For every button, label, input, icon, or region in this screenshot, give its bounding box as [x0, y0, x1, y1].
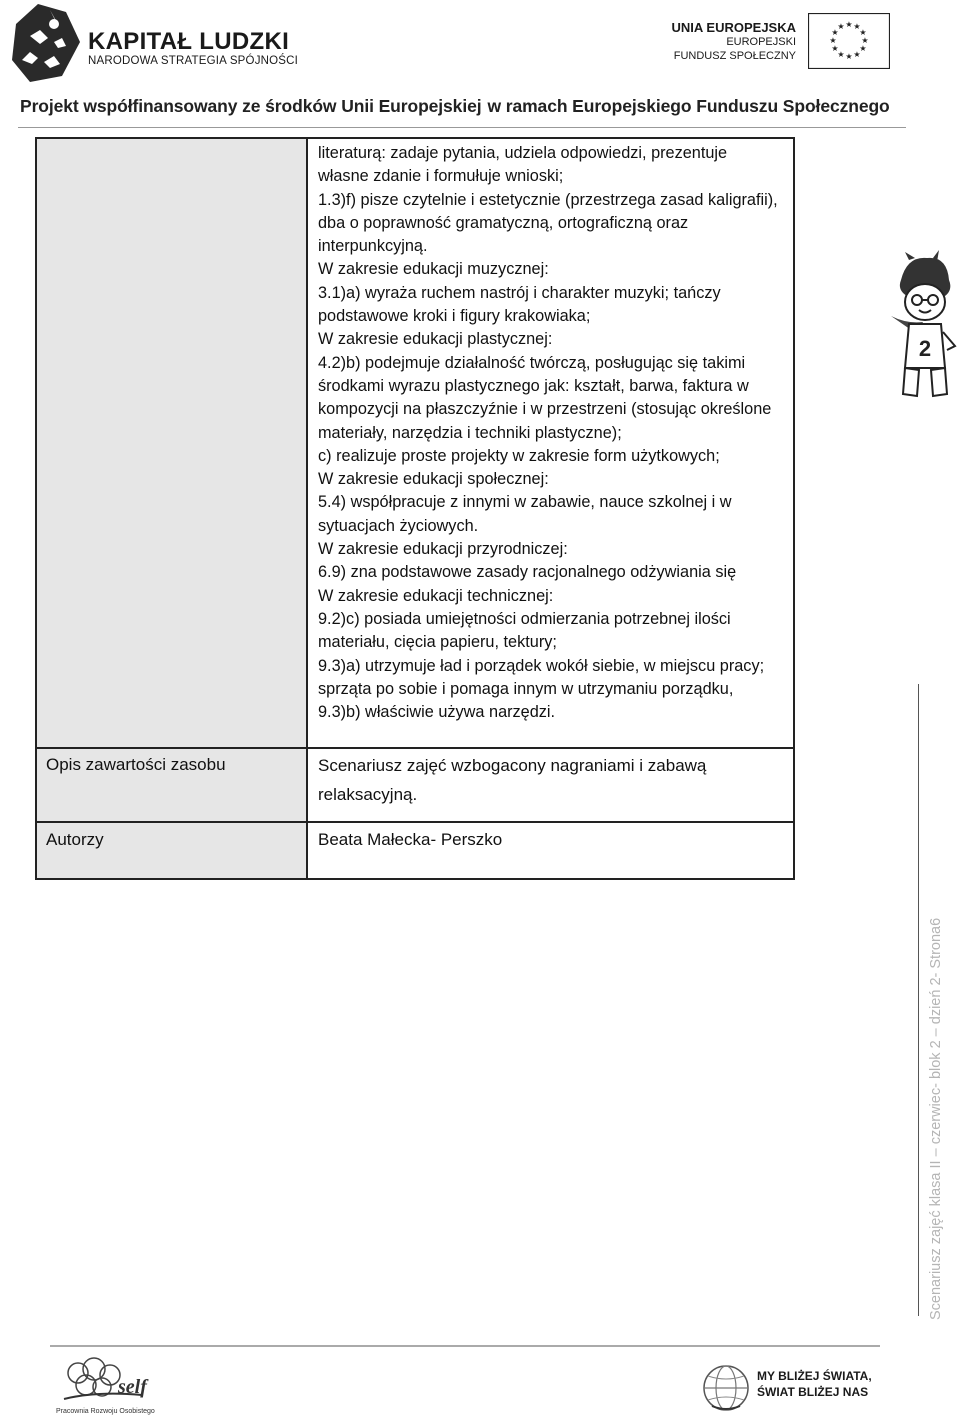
globe-icon — [700, 1360, 752, 1416]
authors-value: Beata Małecka- Perszko — [307, 822, 794, 879]
motto-line-2: ŚWIAT BLIŻEJ NAS — [757, 1385, 869, 1399]
content-line: sytuacjach życiowych. — [318, 516, 479, 535]
table-row — [36, 748, 794, 822]
svg-text:★: ★ — [859, 28, 867, 37]
svg-text:★: ★ — [859, 44, 867, 53]
content-line: dba o poprawność gramatyczną, ortograficzną oraz — [318, 213, 689, 232]
eu-line-1: UNIA EUROPEJSKA — [671, 20, 796, 35]
curriculum-goals-cell — [307, 138, 794, 748]
content-line: W zakresie edukacji przyrodniczej: — [318, 540, 568, 559]
svg-text:★: ★ — [853, 50, 861, 59]
content-line: 9.3)b) właściwie używa narzędzi. — [318, 703, 556, 722]
header-divider — [18, 127, 906, 128]
project-line-part-2: w ramach Europejskiego Funduszu Społecznego — [487, 96, 890, 116]
label-cell-empty — [36, 138, 307, 748]
footer-divider — [50, 1345, 880, 1347]
kapital-ludzki-logo-icon — [10, 2, 82, 84]
table-row — [36, 822, 794, 879]
content-line: W zakresie edukacji społecznej: — [318, 470, 549, 489]
svg-text:★: ★ — [831, 44, 839, 53]
content-line: 5.4) współpracuje z innymi w zabawie, nauce szkolnej i w — [318, 493, 732, 512]
content-line: kompozycji na płaszczyźnie i w przestrzeni (stosując określone — [318, 400, 772, 419]
scenario-table — [35, 137, 795, 880]
self-caption: Pracownia Rozwoju Osobistego — [56, 1408, 155, 1415]
resource-description-label: Opis zawartości zasobu — [36, 748, 307, 822]
svg-text:★: ★ — [831, 28, 839, 37]
content-line: 9.3)a) utrzymuje ład i porządek wokół siebie, w miejscu pracy; — [318, 656, 765, 675]
mascot-number: 2 — [918, 336, 932, 361]
content-line: 1.3)f) pisze czytelnie i estetycznie (przestrzega zasad kaligrafii), — [318, 190, 778, 209]
svg-text:★: ★ — [829, 36, 837, 45]
project-cofinancing-line — [20, 96, 890, 117]
content-line: c) realizuje proste projekty w zakresie form użytkowych; — [318, 446, 720, 465]
content-line: literaturą: zadaje pytania, udziela odpowiedzi, prezentuje — [318, 144, 728, 162]
svg-text:★: ★ — [845, 20, 853, 29]
vertical-page-footer: Scenariusz zajęć klasa II – czerwiec- blok 2 – dzień 2- Strona6 — [928, 917, 944, 1320]
vertical-footer-wrap — [928, 880, 946, 1320]
table-row — [36, 138, 794, 748]
content-line: środkami wyrazu plastycznego jak: kształt, barwa, faktura w — [318, 376, 749, 395]
brand-subtitle: NARODOWA STRATEGIA SPÓJNOŚCI — [88, 55, 299, 67]
content-line: podstawowe kroki i figury krakowiaka; — [318, 307, 591, 326]
content-line: W zakresie edukacji muzycznej: — [318, 260, 549, 279]
eu-text-block — [672, 20, 796, 63]
eu-flag-icon — [808, 13, 890, 69]
svg-text:★: ★ — [853, 22, 861, 31]
content-line: własne zdanie i formułuje wnioski; — [318, 167, 564, 186]
content-line: interpunkcyjną. — [318, 237, 428, 256]
content-line: 9.2)c) posiada umiejętności odmierzania potrzebnej ilości — [318, 609, 731, 628]
content-line: sprząta po sobie i pomaga innym w utrzymaniu porządku, — [318, 679, 734, 698]
svg-text:★: ★ — [861, 36, 869, 45]
content-line: W zakresie edukacji technicznej: — [318, 586, 554, 605]
content-line: Scenariusz zajęć wzbogacony nagraniami i zabawą — [318, 756, 707, 775]
eu-line-2: EUROPEJSKI — [726, 36, 796, 48]
content-line: materiału, cięcia papieru, tektury; — [318, 633, 557, 652]
svg-text:★: ★ — [837, 50, 845, 59]
content-line: relaksacyjną. — [318, 785, 418, 804]
content-line: 4.2)b) podejmuje działalność twórczą, posługując się takimi — [318, 353, 746, 372]
motto-block — [757, 1368, 872, 1400]
resource-description-value — [307, 748, 794, 822]
svg-text:★: ★ — [845, 52, 853, 61]
content-line: 3.1)a) wyraża ruchem nastrój i charakter muzyki; tańczy — [318, 283, 721, 302]
self-logo-text: self — [118, 1376, 147, 1398]
mascot-child-icon — [887, 250, 957, 402]
eu-line-3: FUNDUSZ SPOŁECZNY — [673, 50, 796, 62]
brand-title: KAPITAŁ LUDZKI — [88, 28, 290, 55]
content-line: W zakresie edukacji plastycznej: — [318, 330, 553, 349]
project-line-part-1: Projekt współfinansowany ze środków Unii Europejskiej — [20, 96, 482, 116]
content-line: materiały, narzędzia i techniki plastyczne); — [318, 423, 622, 442]
side-divider — [918, 684, 919, 1316]
content-line: 6.9) zna podstawowe zasady racjonalnego odżywiania się — [318, 563, 737, 582]
svg-text:★: ★ — [837, 22, 845, 31]
authors-label: Autorzy — [36, 822, 307, 879]
motto-line-1: MY BLIŻEJ ŚWIATA, — [757, 1369, 872, 1383]
